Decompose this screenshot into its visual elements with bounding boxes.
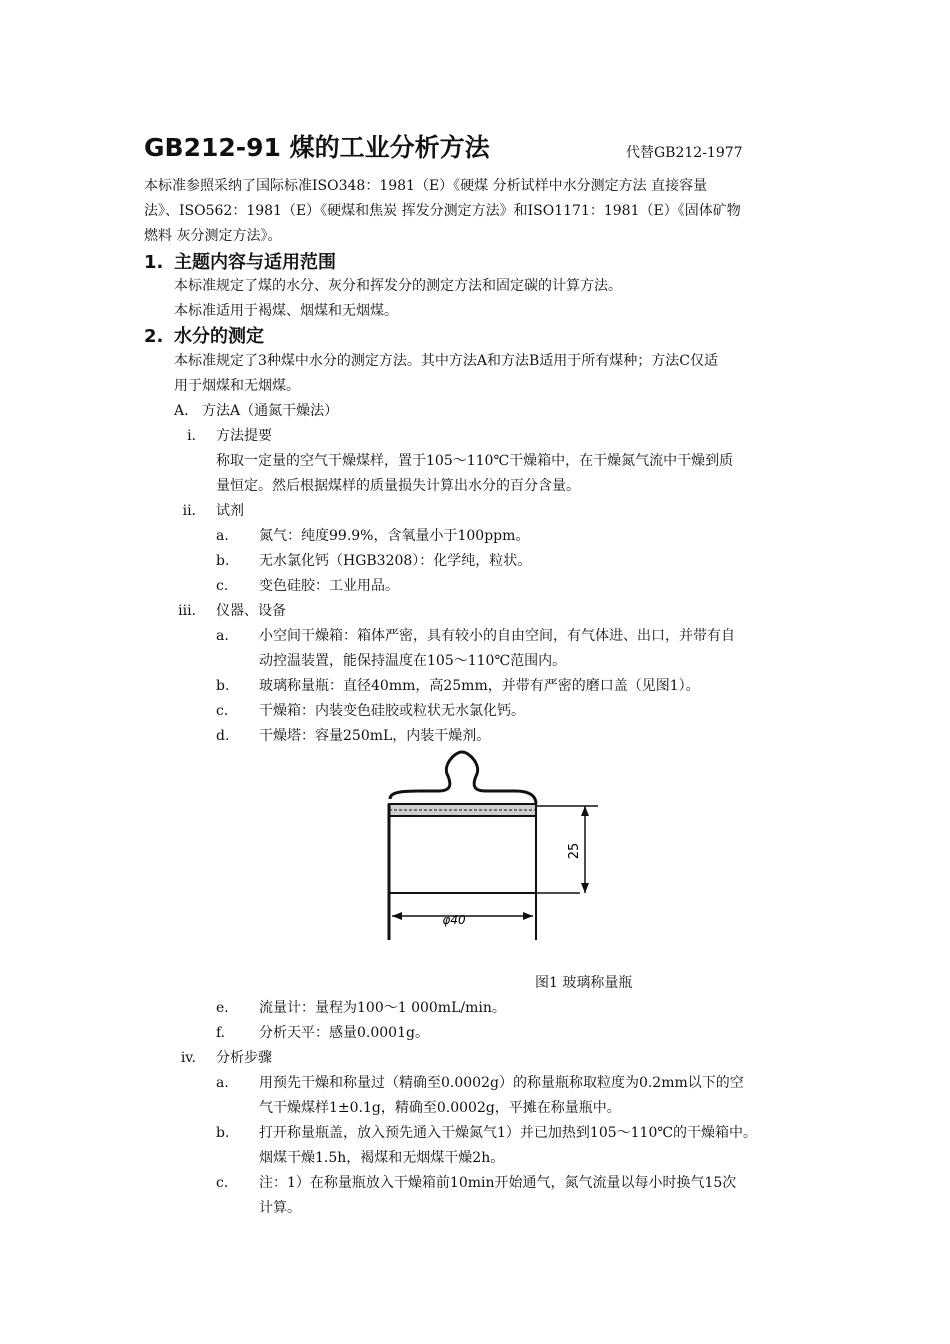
list-item-text: 动控温装置，能保持温度在105～110℃范围内。 bbox=[259, 653, 567, 669]
subsection-label: 试剂 bbox=[216, 503, 244, 519]
list-item-text: 变色硅胶：工业用品。 bbox=[259, 578, 399, 594]
section2-line: 本标准规定了3种煤中水分的测定方法。其中方法A和方法B适用于所有煤种；方法C仅适 bbox=[174, 353, 719, 369]
section-title: 主题内容与适用范围 bbox=[174, 252, 336, 273]
list-marker: ii. bbox=[182, 503, 196, 519]
list-marker: d. bbox=[216, 728, 230, 744]
section2-line: 用于烟煤和无烟煤。 bbox=[174, 378, 300, 394]
list-item-text: 无水氯化钙（HGB3208）：化学纯，粒状。 bbox=[259, 553, 532, 569]
list-marker: b. bbox=[216, 553, 230, 569]
paragraph-line: 量恒定。然后根据煤样的质量损失计算出水分的百分含量。 bbox=[216, 478, 580, 494]
method-a-marker: A. bbox=[174, 403, 189, 419]
subsection-label: 仪器、设备 bbox=[216, 603, 286, 619]
list-item-text: 干燥箱：内装变色硅胶或粒状无水氯化钙。 bbox=[259, 703, 525, 719]
section1-line: 本标准适用于褐煤、烟煤和无烟煤。 bbox=[174, 303, 398, 319]
list-item-text: 气干燥煤样1±0.1g，精确至0.0002g，平摊在称量瓶中。 bbox=[259, 1100, 621, 1116]
list-item-text: 计算。 bbox=[259, 1200, 301, 1216]
list-marker: c. bbox=[216, 1175, 229, 1191]
section-heading-2 bbox=[144, 323, 264, 351]
list-marker: iv. bbox=[180, 1050, 196, 1066]
weighing-bottle-figure bbox=[380, 748, 605, 948]
list-item-text: 玻璃称量瓶：直径40mm，高25mm，并带有严密的磨口盖（见图1）。 bbox=[259, 678, 700, 694]
list-marker: b. bbox=[216, 1125, 230, 1141]
list-item-text: 干燥塔：容量250mL，内装干燥剂。 bbox=[259, 728, 491, 744]
list-item-text: 氮气：纯度99.9%，含氧量小于100ppm。 bbox=[259, 528, 530, 544]
replaces-note: 代替GB212-1977 bbox=[626, 145, 743, 161]
figure-caption: 图1 玻璃称量瓶 bbox=[535, 975, 633, 991]
list-marker: f. bbox=[216, 1025, 226, 1041]
list-item-text: 分析天平：感量0.0001g。 bbox=[259, 1025, 429, 1041]
list-marker: e. bbox=[216, 1000, 229, 1016]
section-number: 1. bbox=[144, 252, 164, 273]
list-item-text: 注：1）在称量瓶放入干燥箱前10min开始通气，氮气流量以每小时换气15次 bbox=[259, 1175, 737, 1191]
subsection-label: 方法提要 bbox=[216, 428, 272, 444]
list-marker: b. bbox=[216, 678, 230, 694]
list-marker: i. bbox=[187, 428, 196, 444]
list-item-text: 流量计：量程为100～1 000mL/min。 bbox=[259, 1000, 506, 1016]
subsection-label: 分析步骤 bbox=[216, 1050, 272, 1066]
height-dimension-label: 25 bbox=[567, 842, 582, 860]
section-number: 2. bbox=[144, 326, 164, 347]
intro-line: 法》、ISO562：1981（E）《硬煤和焦炭 挥发分测定方法》和ISO1171：1981（E）《固体矿物 bbox=[144, 203, 741, 219]
section-title: 水分的测定 bbox=[174, 326, 264, 347]
list-marker: a. bbox=[216, 528, 229, 544]
intro-line: 燃料 灰分测定方法》。 bbox=[144, 228, 282, 244]
lid-knob bbox=[390, 752, 536, 804]
list-marker: a. bbox=[216, 1075, 229, 1091]
list-item-text: 用预先干燥和称量过（精确至0.0002g）的称量瓶称取粒度为0.2mm以下的空 bbox=[259, 1075, 744, 1091]
method-a-label: 方法A（通氮干燥法） bbox=[202, 403, 339, 419]
list-marker: c. bbox=[216, 578, 229, 594]
list-marker: iii. bbox=[178, 603, 196, 619]
list-item-text: 烟煤干燥1.5h，褐煤和无烟煤干燥2h。 bbox=[259, 1150, 505, 1166]
list-item-text: 小空间干燥箱：箱体严密，具有较小的自由空间，有气体进、出口，并带有自 bbox=[259, 628, 735, 644]
list-marker: a. bbox=[216, 628, 229, 644]
document-title: GB212-91 煤的工业分析方法 bbox=[144, 133, 490, 162]
list-marker: c. bbox=[216, 703, 229, 719]
intro-line: 本标准参照采纳了国际标准ISO348：1981（E）《硬煤 分析试样中水分测定方法 直接容量 bbox=[144, 178, 708, 194]
paragraph-line: 称取一定量的空气干燥煤样，置于105～110℃干燥箱中，在干燥氮气流中干燥到质 bbox=[216, 453, 734, 469]
list-item-text: 打开称量瓶盖，放入预先通入干燥氮气1）并已加热到105～110℃的干燥箱中。 bbox=[259, 1125, 758, 1141]
diameter-dimension-label: φ40 bbox=[442, 913, 466, 927]
section1-line: 本标准规定了煤的水分、灰分和挥发分的测定方法和固定碳的计算方法。 bbox=[174, 278, 622, 294]
